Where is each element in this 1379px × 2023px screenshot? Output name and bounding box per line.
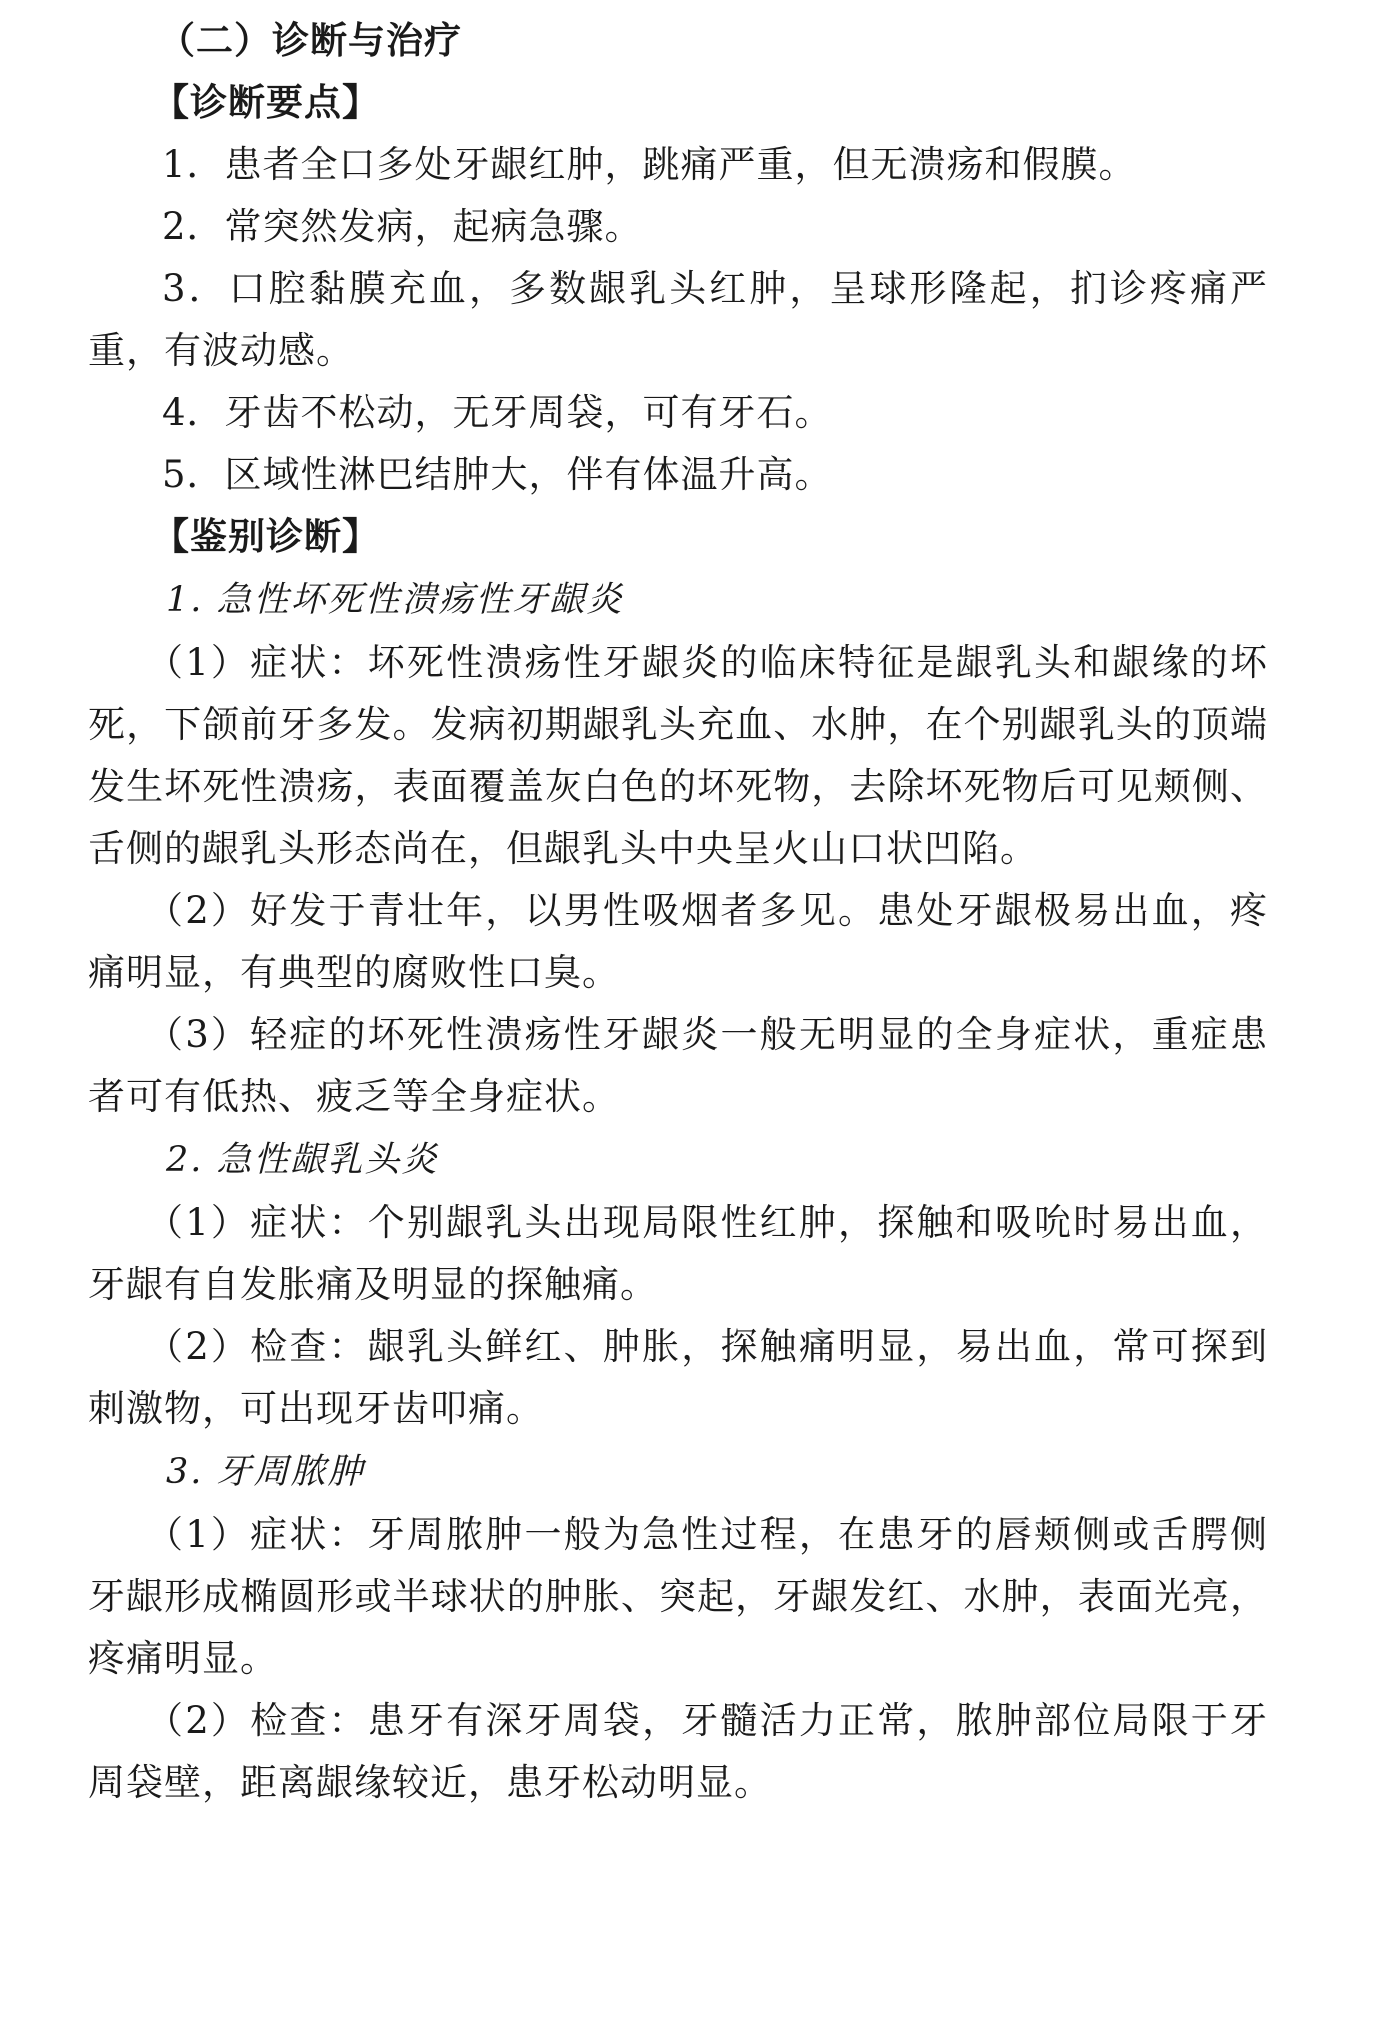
differential-title-anug: 1. 急性坏死性溃疡性牙龈炎 bbox=[166, 580, 624, 620]
diagnosis-point-3: 3．口腔黏膜充血，多数龈乳头红肿，呈球形隆起，扪诊疼痛严重，有波动感。 bbox=[88, 267, 1268, 372]
papillitis-paragraph-2: （2）检查：龈乳头鲜红、肿胀，探触痛明显，易出血，常可探到刺激物，可出现牙齿叩痛。 bbox=[88, 1325, 1268, 1430]
differential-title-periodontal-abscess: 3. 牙周脓肿 bbox=[166, 1452, 365, 1492]
diagnosis-point-2: 2．常突然发病，起病急骤。 bbox=[162, 205, 643, 248]
papillitis-paragraph-1: （1）症状：个别龈乳头出现局限性红肿，探触和吸吮时易出血，牙龈有自发胀痛及明显的探触痛。 bbox=[88, 1201, 1268, 1306]
diagnosis-point-4: 4．牙齿不松动，无牙周袋，可有牙石。 bbox=[162, 391, 833, 434]
diagnosis-point-1: 1．患者全口多处牙龈红肿，跳痛严重，但无溃疡和假膜。 bbox=[162, 143, 1137, 186]
differential-heading: 【鉴别诊断】 bbox=[152, 515, 380, 558]
abscess-paragraph-2: （2）检查：患牙有深牙周袋，牙髓活力正常，脓肿部位局限于牙周袋壁，距离龈缘较近，患牙松动明显。 bbox=[88, 1699, 1268, 1804]
document-page bbox=[88, 10, 1268, 1814]
differential-title-papillitis: 2. 急性龈乳头炎 bbox=[166, 1140, 439, 1180]
diagnosis-point-5: 5．区域性淋巴结肿大，伴有体温升高。 bbox=[162, 453, 833, 496]
abscess-paragraph-1: （1）症状：牙周脓肿一般为急性过程，在患牙的唇颊侧或舌腭侧牙龈形成椭圆形或半球状的肿胀、突起，牙龈发红、水肿，表面光亮，疼痛明显。 bbox=[88, 1513, 1268, 1680]
anug-paragraph-3: （3）轻症的坏死性溃疡性牙龈炎一般无明显的全身症状，重症患者可有低热、疲乏等全身症状。 bbox=[88, 1013, 1268, 1118]
anug-paragraph-1: （1）症状：坏死性溃疡性牙龈炎的临床特征是龈乳头和龈缘的坏死，下颌前牙多发。发病初期龈乳头充血、水肿，在个别龈乳头的顶端发生坏死性溃疡，表面覆盖灰白色的坏死物，去除坏死物后可见颊侧、舌侧的龈乳头形态尚在，但龈乳头中央呈火山口状凹陷。 bbox=[88, 641, 1268, 870]
section-title: （二）诊断与治疗 bbox=[158, 19, 462, 62]
anug-paragraph-2: （2）好发于青壮年，以男性吸烟者多见。患处牙龈极易出血，疼痛明显，有典型的腐败性口臭。 bbox=[88, 889, 1268, 994]
diagnosis-points-heading: 【诊断要点】 bbox=[152, 81, 380, 124]
